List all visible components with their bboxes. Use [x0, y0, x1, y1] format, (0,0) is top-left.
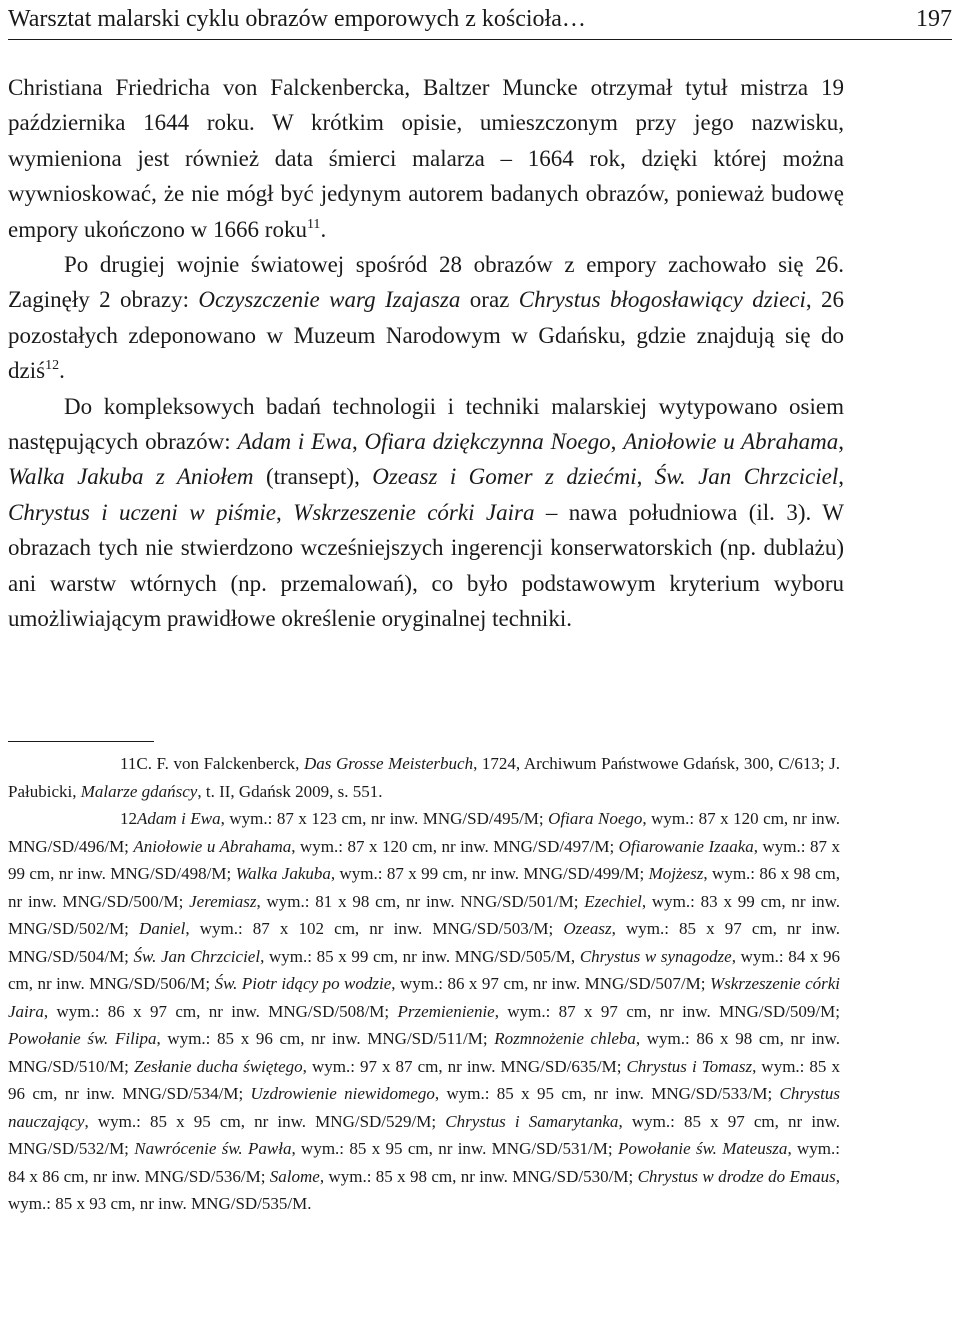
catalogue-entry: , wym.: 86 x 97 cm, nr inw. MNG/SD/507/M;	[391, 974, 710, 993]
painting-title: Przemienienie	[397, 1001, 495, 1021]
footnote-12	[8, 805, 840, 1218]
separator: (transept),	[253, 464, 373, 490]
painting-title: Powołanie św. Mateusza	[617, 1139, 788, 1158]
painting-title: Chrystus i uczeni w piśmie	[8, 499, 276, 525]
body-text	[8, 70, 844, 637]
catalogue-entry: , wym.: 84 x 96 cm, nr inw. MNG/SD/506/M;	[8, 946, 840, 993]
running-header	[8, 0, 952, 38]
paragraph-1-text: Christiana Friedricha von Falckenbercka, Baltzer Muncke otrzymał tytuł mistrza 19 października 1644 roku. W krótkim opisie, umieszczonym przy jego nazwisku, wymieniona jest również data śmierci malarza – 1664 rok, dzięki której można wywnioskować, że nie mógł być jedynym autorem badanych obrazów, ponieważ budowę empory ukończono w 1666 roku	[8, 75, 844, 242]
paragraph-1-end: .	[320, 216, 327, 242]
catalogue-entry: , wym.: 84 x 86 cm, nr inw. MNG/SD/536/M;	[8, 1139, 840, 1186]
painting-title: Chrystus i Samarytanka	[445, 1111, 619, 1131]
painting-title: Rozmnożenie chleba	[494, 1029, 636, 1048]
catalogue-entry: , wym.: 85 x 96 cm, nr inw. MNG/SD/511/M;	[156, 1029, 495, 1048]
catalogue-entry: , wym.: 87 x 99 cm, nr inw. MNG/SD/499/M;	[330, 864, 649, 883]
painting-title: Ofiara dziękczynna Noego	[364, 429, 611, 455]
catalogue-entry: , wym.: 87 x 97 cm, nr inw. MNG/SD/509/M;	[494, 1001, 840, 1021]
painting-title: Walka Jakuba z Aniołem	[8, 464, 254, 490]
painting-title: Chrystus w synagodze	[579, 946, 732, 966]
painting-title: Adam i Ewa	[237, 429, 352, 455]
catalogue-entry: , wym.: 87 x 120 cm, nr inw. MNG/SD/496/M;	[8, 809, 840, 856]
painting-title: Uzdrowienie niewidomego	[250, 1084, 435, 1103]
running-title: Warsztat malarski cyklu obrazów emporowych z kościoła…	[8, 5, 586, 32]
catalogue-entry: , wym.: 87 x 99 cm, nr inw. MNG/SD/498/M;	[8, 836, 840, 883]
footnote-ref-11: 11	[306, 216, 321, 232]
painting-title: Daniel	[139, 919, 186, 938]
painting-title: Ozeasz	[563, 919, 612, 938]
catalogue-entry: , wym.: 85 x 97 cm, nr inw. MNG/SD/504/M;	[8, 919, 840, 966]
separator: ,	[838, 464, 844, 490]
catalogue-entry: , wym.: 87 x 120 cm, nr inw. MNG/SD/497/M;	[291, 836, 619, 856]
painting-title: Ofiarowanie Izaaka	[618, 836, 754, 856]
catalogue-entry: , wym.: 85 x 95 cm, nr inw. MNG/SD/529/M;	[84, 1111, 446, 1131]
painting-title: Powołanie św. Filipa	[8, 1029, 157, 1048]
separator: ,	[636, 464, 655, 490]
painting-title: Aniołowie u Abrahama	[133, 836, 292, 856]
catalogue-entry: , wym.: 81 x 98 cm, nr inw. NNG/SD/501/M;	[256, 891, 585, 911]
catalogue-entry: , wym.: 86 x 98 cm, nr inw. MNG/SD/500/M;	[8, 864, 840, 911]
painting-title: Mojżesz	[648, 864, 704, 883]
painting-title: Walka Jakuba	[235, 864, 331, 883]
painting-title: Salome	[269, 1166, 320, 1186]
painting-title: Wskrzeszenie córki Jaira	[8, 974, 840, 1021]
painting-title: Adam i Ewa	[137, 809, 221, 828]
footnote-rule	[8, 741, 154, 742]
catalogue-entry: , wym.: 86 x 97 cm, nr inw. MNG/SD/508/M;	[43, 1001, 398, 1021]
footnote-11	[8, 750, 840, 805]
catalogue-entry: , wym.: 85 x 96 cm, nr inw. MNG/SD/534/M;	[8, 1056, 840, 1103]
footnote-text: , t. II, Gdańsk 2009, s. 551.	[197, 781, 383, 801]
catalogue-entry: , wym.: 85 x 99 cm, nr inw. MNG/SD/505/M,	[260, 946, 580, 966]
paragraph-3	[8, 389, 844, 637]
footnotes	[8, 750, 840, 1218]
separator: ,	[276, 499, 294, 525]
separator: ,	[610, 429, 624, 455]
footnote-text: C. F. von Falckenberck,	[136, 754, 304, 773]
footnote-number: 12	[120, 809, 137, 828]
paragraph-3-rest: – nawa południowa (il. 3). W obrazach tych nie stwierdzono wcześniejszych ingerencji konserwatorskich (np. dublażu) ani warstw wtórnych (np. przemalowań), co było podstawowym kryterium wyboru umożliwiającym prawidłowe określenie oryginalnej techniki.	[8, 499, 844, 632]
book-title: Das Grosse Meisterbuch	[303, 754, 474, 773]
painting-title: Aniołowie u Abrahama	[623, 429, 839, 455]
separator: ,	[838, 429, 844, 455]
painting-title: Św. Piotr idący po wodzie	[214, 974, 392, 993]
catalogue-entry: , wym.: 85 x 93 cm, nr inw. MNG/SD/535/M.	[8, 1166, 840, 1213]
painting-title: Jeremiasz	[189, 891, 257, 911]
paragraph-2-text-c: , 26 pozostałych zdeponowano w Muzeum Narodowym w Gdańsku, gdzie znajdują się do dziś	[8, 287, 845, 384]
book-page	[8, 0, 952, 1333]
paragraph-2-end: .	[59, 358, 65, 384]
painting-title: Chrystus błogosławiący dzieci	[518, 287, 806, 313]
footnote-number: 11	[120, 754, 137, 773]
catalogue-entry: , wym.: 85 x 98 cm, nr inw. MNG/SD/530/M;	[319, 1166, 638, 1186]
painting-title: Św. Jan Chrzciciel	[133, 946, 261, 966]
paragraph-2-text-a: Po drugiej wojnie światowej spośród 28 obrazów z empory zachowało się 26. Zaginęły 2 obrazy:	[8, 252, 844, 313]
painting-title: Oczyszczenie warg Izajasza	[198, 287, 461, 313]
catalogue-entry: , wym.: 87 x 123 cm, nr inw. MNG/SD/495/M;	[220, 809, 549, 828]
painting-title: Chrystus w drodze do Emaus	[637, 1166, 836, 1186]
catalogue-entry: , wym.: 85 x 95 cm, nr inw. MNG/SD/533/M;	[434, 1084, 780, 1103]
catalogue-entry: , wym.: 83 x 99 cm, nr inw. MNG/SD/502/M;	[8, 891, 840, 938]
header-rule	[8, 39, 952, 40]
footnote-text: , 1724, Archiwum Państwowe Gdańsk, 300, C/613; J. Pałubicki,	[8, 754, 841, 801]
page-number: 197	[916, 5, 952, 32]
paragraph-2-text-b: oraz	[460, 287, 519, 313]
painting-title: Chrystus nauczający	[8, 1084, 840, 1131]
paragraph-3-text-a: Do kompleksowych badań technologii i techniki malarskiej wytypowano osiem następujących obrazów:	[8, 393, 844, 455]
catalogue-entry: , wym.: 85 x 97 cm, nr inw. MNG/SD/532/M;	[8, 1111, 840, 1158]
painting-title: Chrystus i Tomasz	[626, 1056, 753, 1076]
paragraph-1	[8, 70, 844, 247]
separator: ,	[351, 429, 365, 455]
painting-title: Ofiara Noego	[548, 809, 643, 828]
catalogue-entry: , wym.: 97 x 87 cm, nr inw. MNG/SD/635/M;	[302, 1056, 627, 1076]
painting-title: Ezechiel	[584, 891, 642, 911]
painting-title: Ozeasz i Gomer z dziećmi	[372, 464, 637, 490]
paragraph-2	[8, 247, 844, 389]
painting-title: Wskrzeszenie córki Jaira	[293, 499, 535, 525]
catalogue-entry: , wym.: 85 x 95 cm, nr inw. MNG/SD/531/M;	[291, 1139, 618, 1158]
painting-title: Zesłanie ducha świętego	[133, 1056, 303, 1076]
footnote-ref-12: 12	[45, 358, 60, 374]
catalogue-entry: , wym.: 87 x 102 cm, nr inw. MNG/SD/503/M;	[185, 919, 564, 938]
painting-title: Nawrócenie św. Pawła	[134, 1139, 292, 1158]
footnote-12-body	[8, 809, 840, 1213]
catalogue-entry: , wym.: 86 x 98 cm, nr inw. MNG/SD/510/M;	[8, 1029, 840, 1076]
book-title: Malarze gdańscy	[80, 781, 198, 801]
painting-title: Św. Jan Chrzciciel	[654, 464, 839, 490]
